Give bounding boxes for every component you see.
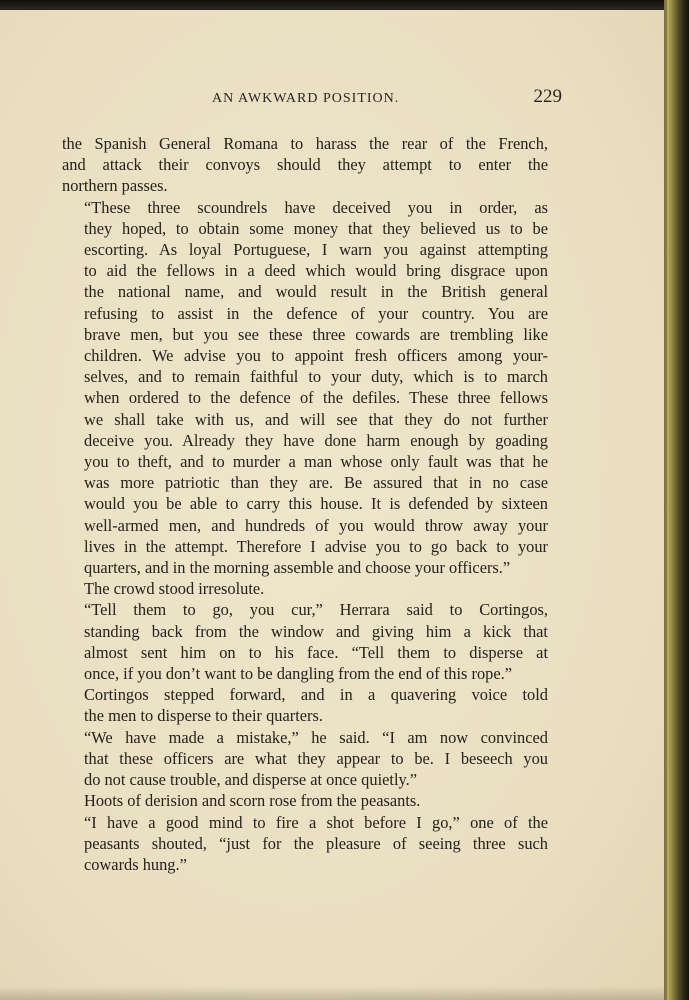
text-line: brave men, but you see these three cowards are trembling like: [84, 324, 548, 344]
text-line: once, if you don’t want to be dangling from the end of this rope.”: [84, 664, 513, 684]
text-line: Cortingos stepped forward, and in a quavering voice told: [84, 685, 548, 705]
text-line: “I have a good mind to fire a shot before I go,” one of the: [84, 812, 548, 832]
text-line: children. We advise you to appoint fresh officers among your-: [84, 346, 548, 366]
text-line: cowards hung.”: [84, 854, 187, 874]
text-line: we shall take with us, and will see that they do not further: [84, 409, 548, 429]
text-line: do not cause trouble, and disperse at once quietly.”: [84, 770, 418, 790]
text-line: escorting. As loyal Portuguese, I warn you against attempting: [84, 240, 548, 260]
text-line: quarters, and in the morning assemble and choose your officers.”: [84, 558, 511, 578]
text-line: peasants shouted, “just for the pleasure of seeing three such: [84, 833, 548, 853]
text-line: you to theft, and to murder a man whose only fault was that he: [84, 452, 548, 472]
text-line: refusing to assist in the defence of your country. You are: [84, 303, 548, 323]
page-number: 229: [533, 86, 562, 107]
text-line: was more patriotic than they are. Be assured that in no case: [84, 473, 548, 493]
text-line: selves, and to remain faithful to your duty, which is to march: [84, 367, 548, 387]
text-line: and attack their convoys should they attempt to enter the: [62, 155, 548, 175]
paragraph: [62, 727, 548, 791]
page-header: [62, 86, 562, 111]
text-line: they hoped, to obtain some money that they believed us to be: [84, 218, 548, 238]
gutter-edge: [667, 0, 669, 1000]
text-line: northern passes.: [62, 176, 168, 196]
text-line: Hoots of derision and scorn rose from the peasants.: [84, 791, 421, 811]
paragraph: [62, 599, 548, 684]
text-line: the national name, and would result in the British general: [84, 282, 548, 302]
paragraph: [62, 578, 548, 599]
text-line: “Tell them to go, you cur,” Herrara said to Cortingos,: [84, 600, 548, 620]
text-line: deceive you. Already they have done harm enough by goading: [84, 430, 548, 450]
paragraph: [62, 790, 548, 811]
text-line: when ordered to the defence of the defiles. These three fellows: [84, 388, 548, 408]
book-page: [0, 10, 664, 1000]
paragraph: [62, 684, 548, 726]
text-line: well-armed men, and hundreds of you would throw away your: [84, 515, 548, 535]
page-bottom-edge: [0, 986, 664, 1000]
text-line: that these officers are what they appear to be. I beseech you: [84, 748, 548, 768]
text-line: the Spanish General Romana to harass the rear of the French,: [62, 134, 548, 153]
text-line: almost sent him on to his face. “Tell them to disperse at: [84, 642, 548, 662]
running-title: AN AWKWARD POSITION.: [212, 91, 400, 106]
paragraph: [62, 133, 548, 197]
body-text: [62, 133, 548, 875]
text-line: lives in the attempt. Therefore I advise you to go back to your: [84, 536, 548, 556]
text-line: to aid the fellows in a deed which would bring disgrace upon: [84, 261, 548, 281]
book-gutter: [664, 0, 689, 1000]
paragraph: [62, 812, 548, 876]
text-line: standing back from the window and giving him a kick that: [84, 621, 548, 641]
text-line: “These three scoundrels have deceived you in order, as: [84, 197, 548, 217]
text-line: “We have made a mistake,” he said. “I am now convinced: [84, 727, 548, 747]
text-line: would you be able to carry this house. It is defended by sixteen: [84, 494, 548, 514]
text-line: The crowd stood irresolute.: [84, 579, 265, 599]
paragraph: [62, 197, 548, 579]
text-line: the men to disperse to their quarters.: [84, 706, 323, 726]
